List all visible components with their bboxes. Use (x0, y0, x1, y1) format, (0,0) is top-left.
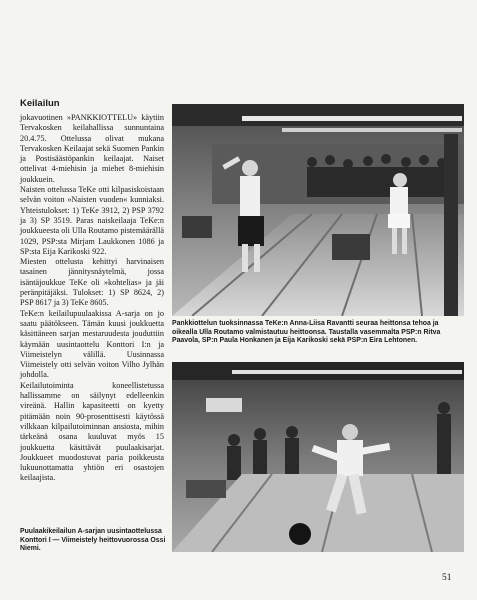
paragraph: TeKe:n keilailupuulaakissa A-sarja on jo saatu päätökseen. Tämän kuusi joukkuetta käsittäneen sarjan mestaruudesta jouduttiin käymään uusintaottelu Konttori I:n ja Viimeistelyn välillä. Uusinnassa Viimeistely otti selvän voiton Vilho Jylhän johdolla. (20, 308, 164, 380)
paragraph: jokavuotinen »PANKKIOTTELU» käytiin Tervakosken keilahallissa sunnuntaina 20.4.75. Ottelussa olivat mukana Tervakosken Keilaajat sekä Suomen Pankin ja Postisäästöpankin keilaajat. Naiset ottelivat 4-miehisin ja miehet 8-miehisin joukkuein. (20, 113, 164, 184)
photo-caption-top: Pankkiottelun tuoksinnassa TeKe:n Anna-Liisa Ravantti seuraa heittonsa tehoa ja oikealla Ulla Routamo valmistautuu heittoonsa. Taustalla vasemmalta PSP:n Ritva Paavola, SP:n Paula Honkanen ja Eija Karikoski sekä PSP:n Eira Lehtonen. (172, 320, 441, 345)
bowling-photo-bottom (172, 362, 464, 552)
paragraph: Miesten ottelusta kehittyi harvinaisen tasainen jännitysnäytelmä, jossa isäntäjoukkue TeKe oli »kohtelias» ja jäi peränpitäjäksi. Tulokset: 1) SP 8624, 2) PSP 8617 ja 3) TeKe 8605. (20, 257, 164, 308)
paragraph: Keilailutoiminta koneellistetussa hallissamme on säilynyt edelleenkin vireänä. Hallin kapasiteetti on kyetty pitämään noin 90-prosenttisesti käytössä vilkkaan kilpailutoiminnan ansiosta, mihin tärkeänä osana kuuluvat myös 15 joukkuetta käsittävät puulaakisarjat. Joukkueet muodostuvat paria poikkeusta lukuunottamatta yhtiön eri osastojen keilaajista. (20, 380, 164, 483)
paragraph: Naisten ottelussa TeKe otti kilpasiskoistaan selvän voiton »Naisten vuoden« kunniaksi. Yhteistulokset: 1) TeKe 3912, 2) PSP 3792 ja 3) SP 3519. Paras naiskeilaaja TeKe:n joukkueesta oli Ulla Routamo pistemäärällä 1029, PSP:sta Mirjam Laukkonen 1086 ja SP:sta Eija Karikoski 922. (20, 185, 164, 256)
article-heading: Keilailun (20, 98, 60, 109)
bowling-photo-top (172, 104, 464, 316)
page-number: 51 (442, 573, 452, 583)
photo-caption-bottom: Puulaakikeilailun A-sarjan uusintaottelussa Konttori I — Viimeistely heittovuorossa Ossi Niemi. (20, 528, 166, 553)
article-body (20, 113, 164, 484)
